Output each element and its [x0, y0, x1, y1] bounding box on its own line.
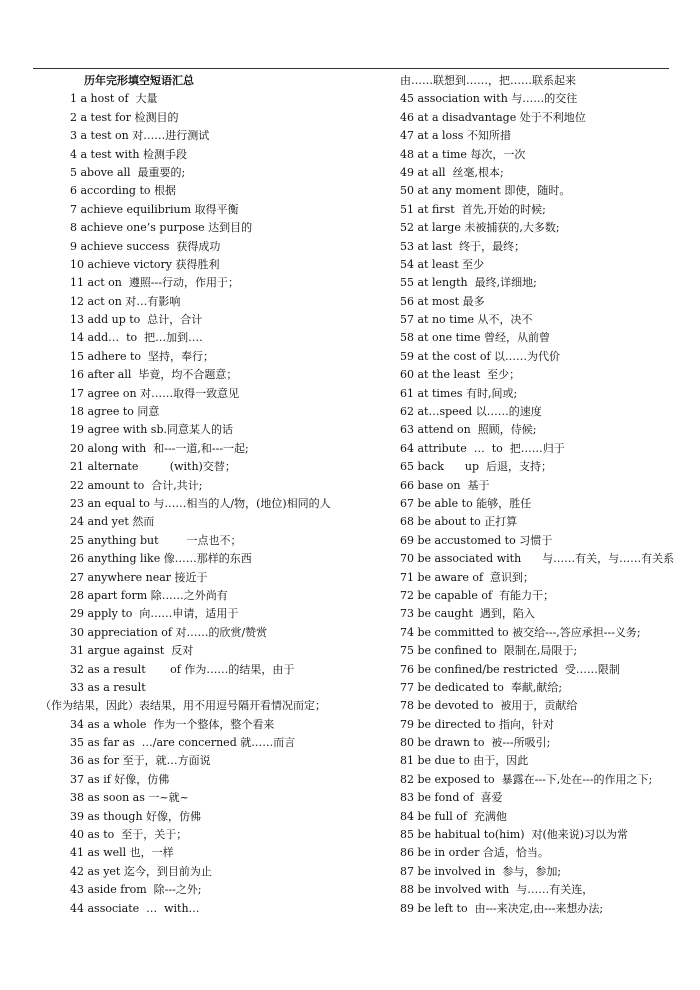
phrase-line: 10 achieve victory 获得胜利: [70, 257, 220, 271]
phrase-line: 83 be fond of 喜爱: [400, 791, 503, 805]
phrase-line: 30 appreciation of 对……的欣赏/赞赏: [70, 625, 268, 639]
top-rule: [33, 68, 669, 69]
phrase-line: 27 anywhere near 接近于: [70, 570, 208, 584]
phrase-line: 46 at a disadvantage 处于不利地位: [400, 110, 586, 124]
right-column: [400, 72, 700, 918]
phrase-line: 64 attribute … to 把……归于: [400, 441, 565, 455]
phrase-line: 56 at most 最多: [400, 294, 485, 308]
phrase-line: 69 be accustomed to 习惯于: [400, 533, 553, 547]
phrase-line: 33 as a result: [70, 680, 146, 694]
phrase-line: 61 at times 有时,间或;: [400, 386, 518, 400]
phrase-line: 55 at length 最终,详细地;: [400, 276, 537, 290]
phrase-line: 62 at…speed 以……的速度: [400, 405, 542, 419]
phrase-line: 76 be confined/be restricted 受……限制: [400, 662, 620, 676]
phrase-line: 77 be dedicated to 奉献,献给;: [400, 680, 563, 694]
phrase-line: 9 achieve success 获得成功: [70, 239, 221, 253]
phrase-line: 42 as yet 迄今，到目前为止: [70, 864, 212, 878]
phrase-line: 44 associate … with…: [70, 901, 200, 915]
phrase-line: 78 be devoted to 被用于，贡献给: [400, 699, 578, 713]
phrase-line: 19 agree with sb.同意某人的话: [70, 423, 233, 437]
phrase-line: 50 at any moment 即使，随时。: [400, 184, 571, 198]
phrase-line: 39 as though 好像，仿佛: [70, 809, 202, 823]
phrase-line: 17 agree on 对……取得一致意见: [70, 386, 240, 400]
phrase-line: 31 argue against 反对: [70, 644, 194, 658]
phrase-line: 24 and yet 然而: [70, 515, 155, 529]
phrase-line: 13 add up to 总计，合计: [70, 313, 203, 327]
phrase-line: 43 aside from 除---之外;: [70, 883, 202, 897]
phrase-line: 49 at all 丝毫,根本;: [400, 165, 504, 179]
phrase-line: 2 a test for 检测目的: [70, 110, 179, 124]
phrase-line: 29 apply to 向……申请，适用于: [70, 607, 239, 621]
phrase-line: 4 a test with 检测手段: [70, 147, 187, 161]
phrase-line: 5 above all 最重要的;: [70, 165, 186, 179]
phrase-line: 71 be aware of 意识到；: [400, 570, 535, 584]
phrase-line: 15 adhere to 坚持，奉行；: [70, 349, 214, 363]
phrase-line: 25 anything but 一点也不；: [70, 533, 242, 547]
phrase-line: 86 be in order 合适，恰当。: [400, 846, 549, 860]
phrase-line: 由……联想到……，把……联系起来: [400, 74, 576, 87]
phrase-line: 58 at one time 曾经，从前曾: [400, 331, 551, 345]
phrase-line: 12 act on 对…有影响: [70, 294, 181, 308]
left-column: [40, 72, 395, 918]
phrase-line: 73 be caught 遇到，陷入: [400, 607, 535, 621]
phrase-line: 1 a host of 大量: [70, 92, 158, 106]
phrase-line: （作为结果，因此）表结果，用不用逗号隔开看情况而定；: [40, 699, 326, 713]
phrase-line: 60 at the least 至少；: [400, 368, 521, 382]
phrase-line: 63 attend on 照顾，侍候;: [400, 423, 537, 437]
phrase-line: 80 be drawn to 被---所吸引;: [400, 736, 551, 750]
phrase-line: 88 be involved with 与……有关连，: [400, 883, 594, 897]
phrase-line: 26 anything like 像……那样的东西: [70, 552, 252, 566]
phrase-line: 54 at least 至少: [400, 257, 485, 271]
phrase-line: 41 as well 也，一样: [70, 846, 174, 860]
phrase-line: 87 be involved in 参与，参加;: [400, 864, 562, 878]
phrase-line: 81 be due to 由于，因此: [400, 754, 529, 768]
phrase-line: 11 act on 遵照---行动，作用于；: [70, 276, 239, 290]
phrase-line: 45 association with 与……的交往: [400, 92, 578, 106]
phrase-line: 68 be about to 正打算: [400, 515, 518, 529]
phrase-line: 21 alternate (with)交替；: [70, 460, 236, 474]
phrase-line: 36 as for 至于，就…方面说: [70, 754, 211, 768]
phrase-line: 32 as a result of 作为……的结果，由于: [70, 662, 295, 676]
phrase-line: 7 achieve equilibrium 取得平衡: [70, 202, 239, 216]
phrase-line: 74 be committed to 被交给---,答应承担---义务;: [400, 625, 641, 639]
phrase-line: 72 be capable of 有能力干；: [400, 588, 555, 602]
phrase-line: 28 apart form 除……之外尚有: [70, 588, 228, 602]
phrase-line: 70 be associated with 与……有关，与……有关系: [400, 552, 675, 566]
phrase-line: 40 as to 至于，关于；: [70, 828, 188, 842]
phrase-line: 16 after all 毕竟，均不合题意；: [70, 368, 238, 382]
phrase-line: 38 as soon as 一~就~: [70, 791, 189, 805]
phrase-line: 66 base on 基于: [400, 478, 490, 492]
phrase-line: 65 back up 后退，支持；: [400, 460, 553, 474]
phrase-line: 22 amount to 合计,共计;: [70, 478, 203, 492]
phrase-line: 89 be left to 由---来决定,由---来想办法;: [400, 901, 604, 915]
phrase-line: 3 a test on 对……进行测试: [70, 129, 210, 143]
phrase-line: 85 be habitual to(him) 对(他来说)习以为常: [400, 828, 629, 842]
phrase-line: 18 agree to 同意: [70, 405, 160, 419]
phrase-line: 79 be directed to 指向，针对: [400, 717, 555, 731]
phrase-line: 53 at last 终于，最终；: [400, 239, 526, 253]
phrase-line: 82 be exposed to 暴露在---下,处在---的作用之下;: [400, 772, 653, 786]
phrase-line: 59 at the cost of 以……为代价: [400, 349, 561, 363]
phrase-line: 35 as far as …/are concerned 就……而言: [70, 736, 296, 750]
phrase-line: 37 as if 好像，仿佛: [70, 772, 170, 786]
phrase-line: 52 at large 未被捕获的,大多数;: [400, 221, 560, 235]
phrase-line: 34 as a whole 作为一个整体，整个看来: [70, 717, 275, 731]
phrase-line: 20 along with 和---一道,和---一起;: [70, 441, 249, 455]
phrase-line: 67 be able to 能够，胜任: [400, 496, 532, 510]
phrase-line: 57 at no time 从不，决不: [400, 313, 533, 327]
phrase-line: 51 at first 首先,开始的时候;: [400, 202, 546, 216]
phrase-line: 48 at a time 每次，一次: [400, 147, 526, 161]
phrase-line: 23 an equal to 与……相当的人/物，(地位)相同的人: [70, 496, 331, 510]
document-title: 历年完形填空短语汇总: [84, 74, 194, 87]
phrase-line: 84 be full of 充满他: [400, 809, 507, 823]
phrase-line: 75 be confined to 限制在,局限于;: [400, 644, 578, 658]
phrase-line: 47 at a loss 不知所措: [400, 129, 511, 143]
phrase-line: 14 add… to 把…加到….: [70, 331, 203, 345]
phrase-line: 8 achieve one’s purpose 达到目的: [70, 221, 253, 235]
phrase-line: 6 according to 根据: [70, 184, 176, 198]
